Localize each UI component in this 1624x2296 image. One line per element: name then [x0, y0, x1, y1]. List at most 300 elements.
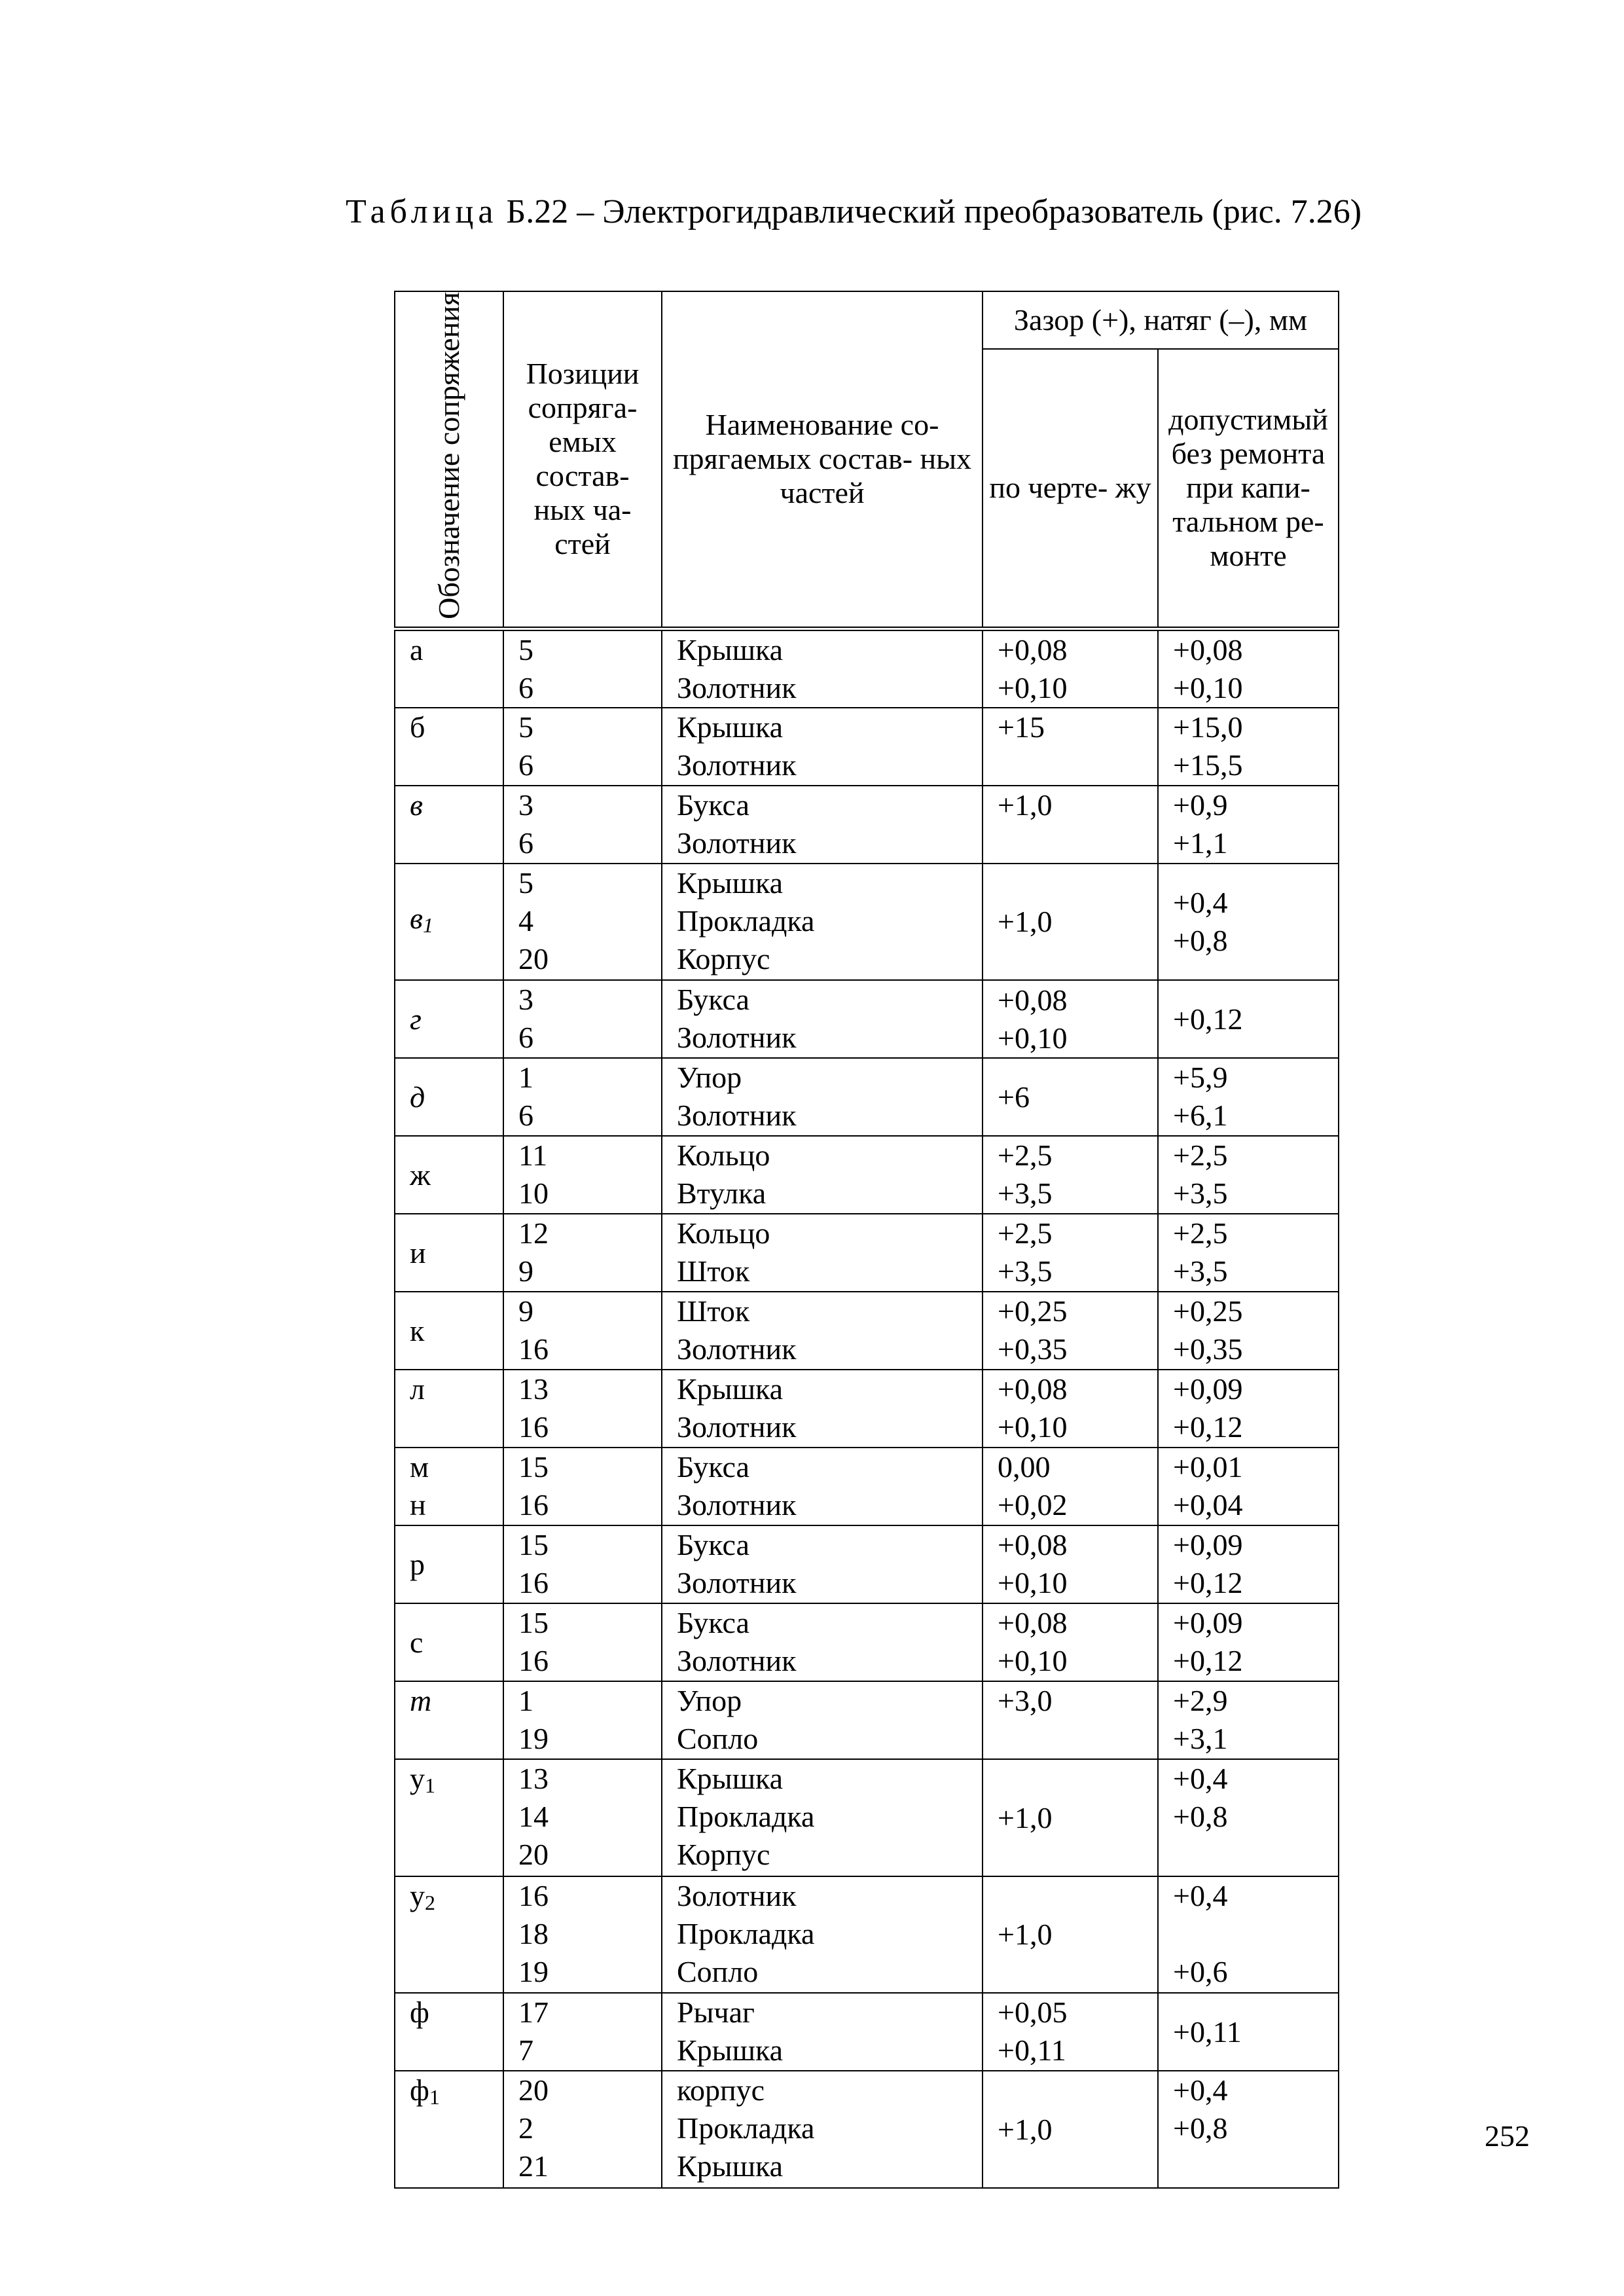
- designation-letter: с: [410, 1625, 424, 1659]
- cell-line: +0,01: [1173, 1450, 1243, 1484]
- cell-designation: [395, 1292, 503, 1370]
- cell-name: [662, 1525, 983, 1603]
- cell-name: [662, 1759, 983, 1876]
- cell-line: +0,04: [1173, 1488, 1243, 1522]
- cell-line: 6: [518, 1099, 533, 1133]
- header-line: емых: [549, 425, 617, 459]
- cell-line: 5: [518, 632, 533, 666]
- cell-designation: [395, 1759, 503, 1876]
- cell-designation: [395, 1370, 503, 1448]
- header-line: Позиции: [526, 357, 640, 391]
- cell-line: 20: [518, 2073, 549, 2107]
- cell-line: 18: [518, 1916, 549, 1950]
- cell-line: Рычаг: [677, 1995, 755, 2030]
- cell-line: +1,0: [998, 788, 1053, 822]
- cell-line: Золотник: [677, 826, 797, 860]
- cell-line: 15: [518, 1528, 549, 1562]
- table-row: [395, 1448, 1339, 1525]
- cell-allowed: [1158, 1370, 1339, 1448]
- table-row: [395, 1603, 1339, 1681]
- cell-line: +0,4: [1173, 2073, 1228, 2107]
- cell-line: 6: [518, 826, 533, 860]
- cell-allowed: [1158, 1448, 1339, 1525]
- designation-index: 1: [425, 1774, 435, 1798]
- cell-position: [503, 1603, 662, 1681]
- table-row: [395, 1681, 1339, 1759]
- cell-line: Прокладка: [677, 1800, 815, 1834]
- cell-line: 5: [518, 866, 533, 900]
- table-row: [395, 1876, 1339, 1994]
- cell-name: [662, 629, 983, 708]
- cell-position: [503, 1993, 662, 2071]
- header-line: состав-: [535, 459, 630, 493]
- cell-by-drawing: [983, 1525, 1158, 1603]
- cell-designation: [395, 1058, 503, 1136]
- header-gap-group: Зазор (+), натяг (–), мм: [983, 291, 1339, 349]
- designation-index: 1: [429, 2085, 440, 2109]
- table-row: [395, 864, 1339, 981]
- caption-label: Таблица: [346, 193, 498, 230]
- cell-line: Кольцо: [677, 1216, 770, 1250]
- cell-line: 13: [518, 1762, 549, 1796]
- cell-name: [662, 1370, 983, 1448]
- cell-line: Крышка: [677, 632, 784, 666]
- header-line: Наименование со-: [705, 408, 939, 442]
- cell-line: +2,5: [998, 1139, 1053, 1173]
- cell-line: Золотник: [677, 1878, 797, 1912]
- header-line: допустимый: [1168, 403, 1328, 437]
- cell-position: [503, 864, 662, 981]
- cell-line: +2,5: [998, 1216, 1053, 1250]
- cell-line: +0,25: [1173, 1294, 1243, 1328]
- cell-line: Крышка: [677, 866, 784, 900]
- cell-line: Крышка: [677, 2149, 784, 2183]
- cell-line: +0,11: [1173, 2014, 1242, 2049]
- header-designation-text: Обозначение сопряжения: [432, 292, 465, 619]
- cell-line: Букса: [677, 1606, 749, 1640]
- designation-letter: н: [410, 1488, 426, 1522]
- cell-position: [503, 786, 662, 864]
- cell-line: Золотник: [677, 1099, 797, 1133]
- cell-allowed: [1158, 2071, 1339, 2188]
- cell-designation: [395, 2071, 503, 2188]
- cell-line: +0,12: [1173, 1002, 1243, 1036]
- cell-name: [662, 1993, 983, 2071]
- cell-allowed: [1158, 980, 1339, 1058]
- cell-line: Букса: [677, 788, 749, 822]
- cell-allowed: [1158, 1876, 1339, 1994]
- cell-name: [662, 708, 983, 786]
- cell-position: [503, 1681, 662, 1759]
- cell-line: +3,5: [1173, 1176, 1228, 1211]
- cell-line: Золотник: [677, 1410, 797, 1444]
- cell-line: +0,8: [1173, 1800, 1228, 1834]
- cell-line: Упор: [677, 1684, 742, 1718]
- cell-line: +15,0: [1173, 710, 1243, 744]
- cell-line: 12: [518, 1216, 549, 1250]
- cell-by-drawing: [983, 1214, 1158, 1292]
- cell-line: Золотник: [677, 1332, 797, 1366]
- designation-letter: у: [410, 1762, 425, 1796]
- cell-allowed: [1158, 1759, 1339, 1876]
- cell-line: +15,5: [1173, 748, 1243, 782]
- cell-line: Прокладка: [677, 903, 815, 938]
- cell-line: 16: [518, 1332, 549, 1366]
- table-row: [395, 786, 1339, 864]
- cell-by-drawing: [983, 1136, 1158, 1214]
- cell-by-drawing: [983, 629, 1158, 708]
- cell-position: [503, 629, 662, 708]
- cell-line: Крышка: [677, 1372, 784, 1406]
- cell-designation: [395, 1993, 503, 2071]
- cell-allowed: [1158, 1603, 1339, 1681]
- header-line: по черте-: [989, 471, 1108, 505]
- cell-line: Золотник: [677, 1566, 797, 1600]
- cell-by-drawing: [983, 1603, 1158, 1681]
- cell-line: +0,10: [1173, 670, 1243, 704]
- designation-letter: д: [410, 1080, 425, 1114]
- cell-by-drawing: [983, 708, 1158, 786]
- cell-line: +1,0: [998, 1918, 1053, 1952]
- cell-name: [662, 980, 983, 1058]
- cell-designation: [395, 708, 503, 786]
- cell-line: Упор: [677, 1061, 742, 1095]
- cell-name: [662, 864, 983, 981]
- cell-line: +1,0: [998, 1800, 1053, 1834]
- cell-by-drawing: [983, 2071, 1158, 2188]
- cell-by-drawing: [983, 980, 1158, 1058]
- cell-name: [662, 1681, 983, 1759]
- cell-line: 15: [518, 1606, 549, 1640]
- cell-line: Букса: [677, 983, 749, 1017]
- cell-line: +0,25: [998, 1294, 1068, 1328]
- cell-by-drawing: [983, 864, 1158, 981]
- designation-letter: м: [410, 1450, 429, 1484]
- header-line: без ремонта: [1171, 437, 1326, 471]
- cell-line: Прокладка: [677, 2111, 815, 2145]
- cell-position: [503, 708, 662, 786]
- cell-line: 19: [518, 1722, 549, 1756]
- cell-line: Прокладка: [677, 1916, 815, 1950]
- cell-line: +2,5: [1173, 1139, 1228, 1173]
- designation-letter: ф: [410, 1995, 429, 2030]
- cell-line: 13: [518, 1372, 549, 1406]
- table-row: [395, 1058, 1339, 1136]
- cell-line: Букса: [677, 1450, 749, 1484]
- designation-letter: б: [410, 710, 425, 744]
- cell-line: +3,5: [1173, 1254, 1228, 1288]
- cell-designation: [395, 1448, 503, 1525]
- cell-line: Золотник: [677, 748, 797, 782]
- cell-line: 16: [518, 1410, 549, 1444]
- designation-letter: т: [410, 1684, 432, 1718]
- cell-line: 7: [518, 2033, 533, 2068]
- cell-line: 14: [518, 1800, 549, 1834]
- cell-line: +0,35: [998, 1332, 1068, 1366]
- cell-name: [662, 786, 983, 864]
- cell-designation: [395, 1681, 503, 1759]
- cell-line: 20: [518, 1838, 549, 1872]
- table-row: [395, 1292, 1339, 1370]
- cell-line: 3: [518, 788, 533, 822]
- cell-position: [503, 1214, 662, 1292]
- cell-name: [662, 1136, 983, 1214]
- cell-position: [503, 980, 662, 1058]
- cell-line: +0,35: [1173, 1332, 1243, 1366]
- table-row: [395, 1136, 1339, 1214]
- cell-allowed: [1158, 708, 1339, 786]
- cell-line: 16: [518, 1488, 549, 1522]
- table-row: [395, 1370, 1339, 1448]
- designation-letter: ж: [410, 1157, 431, 1192]
- cell-line: +0,4: [1173, 886, 1228, 920]
- cell-line: +0,08: [998, 632, 1068, 666]
- cell-line: +0,8: [1173, 2111, 1228, 2145]
- cell-line: Крышка: [677, 1762, 784, 1796]
- cell-line: Золотник: [677, 1021, 797, 1055]
- cell-line: Золотник: [677, 1644, 797, 1678]
- table-row: [395, 708, 1339, 786]
- cell-line: +3,5: [998, 1254, 1053, 1288]
- designation-letter: у: [410, 1878, 425, 1912]
- cell-line: +1,0: [998, 905, 1053, 939]
- cell-line: Крышка: [677, 2033, 784, 2068]
- cell-allowed: [1158, 629, 1339, 708]
- header-line: ных частей: [780, 442, 972, 510]
- designation-letter: г: [410, 1002, 422, 1036]
- cell-line: 9: [518, 1254, 533, 1288]
- cell-designation: [395, 1603, 503, 1681]
- cell-line: +0,12: [1173, 1644, 1243, 1678]
- cell-line: +0,12: [1173, 1410, 1243, 1444]
- cell-name: [662, 1448, 983, 1525]
- cell-name: [662, 1058, 983, 1136]
- cell-line: +0,6: [1173, 1954, 1228, 1988]
- table-row: [395, 980, 1339, 1058]
- cell-position: [503, 1370, 662, 1448]
- cell-line: +0,09: [1173, 1528, 1243, 1562]
- cell-allowed: [1158, 1993, 1339, 2071]
- designation-letter: в: [410, 788, 423, 822]
- cell-by-drawing: [983, 1058, 1158, 1136]
- cell-line: +5,9: [1173, 1061, 1228, 1095]
- cell-line: +0,4: [1173, 1762, 1228, 1796]
- cell-position: [503, 1136, 662, 1214]
- cell-allowed: [1158, 1136, 1339, 1214]
- header-positions: [503, 291, 662, 629]
- cell-line: +0,08: [998, 1528, 1068, 1562]
- cell-by-drawing: [983, 1370, 1158, 1448]
- cell-line: +0,05: [998, 1995, 1068, 2030]
- cell-designation: [395, 786, 503, 864]
- mating-parts-table: [394, 291, 1339, 2189]
- cell-allowed: [1158, 1058, 1339, 1136]
- cell-line: Корпус: [677, 1838, 770, 1872]
- cell-line: Шток: [677, 1294, 750, 1328]
- header-name: [662, 291, 983, 629]
- designation-index: 1: [422, 913, 433, 938]
- cell-line: +0,08: [998, 983, 1068, 1017]
- cell-line: Золотник: [677, 670, 797, 704]
- cell-line: 16: [518, 1878, 549, 1912]
- cell-line: +3,5: [998, 1176, 1053, 1211]
- cell-name: [662, 1603, 983, 1681]
- cell-line: +0,08: [1173, 632, 1243, 666]
- cell-line: +6,1: [1173, 1099, 1228, 1133]
- cell-by-drawing: [983, 1448, 1158, 1525]
- cell-line: +0,09: [1173, 1372, 1243, 1406]
- cell-line: 6: [518, 670, 533, 704]
- cell-line: Золотник: [677, 1488, 797, 1522]
- cell-line: +0,08: [998, 1372, 1068, 1406]
- cell-line: +1,1: [1173, 826, 1228, 860]
- cell-line: +2,9: [1173, 1684, 1228, 1718]
- cell-allowed: [1158, 1214, 1339, 1292]
- designation-letter: л: [410, 1372, 425, 1406]
- cell-line: 5: [518, 710, 533, 744]
- page-number: 252: [1485, 2119, 1530, 2153]
- cell-line: 11: [518, 1139, 548, 1173]
- cell-position: [503, 2071, 662, 2188]
- header-line: сопряга-: [528, 391, 638, 425]
- designation-letter: р: [410, 1547, 425, 1581]
- cell-designation: [395, 864, 503, 981]
- cell-allowed: [1158, 864, 1339, 981]
- cell-line: Сопло: [677, 1954, 759, 1988]
- cell-line: 17: [518, 1995, 549, 2030]
- cell-line: Шток: [677, 1254, 750, 1288]
- cell-line: 3: [518, 983, 533, 1017]
- cell-line: +0,10: [998, 670, 1068, 704]
- cell-line: +0,12: [1173, 1566, 1243, 1600]
- cell-designation: [395, 629, 503, 708]
- cell-line: 9: [518, 1294, 533, 1328]
- cell-allowed: [1158, 786, 1339, 864]
- table-row: [395, 2071, 1339, 2188]
- cell-position: [503, 1292, 662, 1370]
- cell-line: +0,10: [998, 1566, 1068, 1600]
- designation-letter: а: [410, 632, 424, 666]
- designation-index: 2: [425, 1890, 435, 1914]
- cell-designation: [395, 1214, 503, 1292]
- cell-position: [503, 1759, 662, 1876]
- cell-by-drawing: [983, 1681, 1158, 1759]
- cell-line: 1: [518, 1061, 533, 1095]
- cell-line: 20: [518, 941, 549, 975]
- cell-line: корпус: [677, 2073, 765, 2107]
- cell-by-drawing: [983, 1292, 1158, 1370]
- cell-line: +0,08: [998, 1606, 1068, 1640]
- cell-designation: [395, 980, 503, 1058]
- table-row: [395, 1525, 1339, 1603]
- cell-position: [503, 1058, 662, 1136]
- header-line: жу: [1115, 471, 1151, 505]
- cell-line: 16: [518, 1644, 549, 1678]
- caption-text: Б.22 – Электрогидравлический преобразователь (рис. 7.26): [506, 193, 1362, 230]
- cell-line: +0,4: [1173, 1878, 1228, 1912]
- cell-line: +0,10: [998, 1644, 1068, 1678]
- table-row: [395, 1759, 1339, 1876]
- cell-by-drawing: [983, 786, 1158, 864]
- table-row: [395, 629, 1339, 708]
- cell-line: 6: [518, 1021, 533, 1055]
- cell-line: +0,02: [998, 1488, 1068, 1522]
- header-allowed: [1158, 349, 1339, 629]
- cell-line: +0,8: [1173, 924, 1228, 958]
- cell-line: 21: [518, 2149, 549, 2183]
- cell-line: +1,0: [998, 2112, 1053, 2146]
- cell-position: [503, 1448, 662, 1525]
- cell-position: [503, 1876, 662, 1994]
- cell-line: 6: [518, 748, 533, 782]
- cell-line: Букса: [677, 1528, 749, 1562]
- cell-designation: [395, 1876, 503, 1994]
- cell-line: 4: [518, 903, 533, 938]
- cell-line: +0,09: [1173, 1606, 1243, 1640]
- cell-line: Крышка: [677, 710, 784, 744]
- header-by-drawing: [983, 349, 1158, 629]
- cell-line: +15: [998, 710, 1045, 744]
- cell-line: 15: [518, 1450, 549, 1484]
- header-line: стей: [554, 527, 611, 561]
- cell-line: +0,10: [998, 1410, 1068, 1444]
- cell-line: 19: [518, 1954, 549, 1988]
- cell-line: Корпус: [677, 941, 770, 975]
- designation-letter: к: [410, 1313, 425, 1347]
- cell-line: 1: [518, 1684, 533, 1718]
- table-row: [395, 1214, 1339, 1292]
- designation-letter: ф: [410, 2073, 429, 2107]
- cell-line: +3,1: [1173, 1722, 1228, 1756]
- cell-name: [662, 1214, 983, 1292]
- cell-by-drawing: [983, 1993, 1158, 2071]
- cell-name: [662, 1292, 983, 1370]
- header-line: прягаемых состав-: [672, 442, 913, 476]
- cell-line: 0,00: [998, 1450, 1051, 1484]
- cell-line: 10: [518, 1176, 549, 1211]
- table-caption: [346, 192, 1362, 231]
- table-row: [395, 1993, 1339, 2071]
- cell-designation: [395, 1136, 503, 1214]
- cell-position: [503, 1525, 662, 1603]
- table-body: [395, 629, 1339, 2188]
- cell-line: Сопло: [677, 1722, 759, 1756]
- header-line: тальном ре-: [1172, 505, 1324, 539]
- cell-allowed: [1158, 1681, 1339, 1759]
- cell-designation: [395, 1525, 503, 1603]
- cell-line: +2,5: [1173, 1216, 1228, 1250]
- designation-letter: в: [410, 902, 423, 936]
- cell-allowed: [1158, 1525, 1339, 1603]
- cell-name: [662, 2071, 983, 2188]
- header-line: ных ча-: [533, 493, 632, 527]
- cell-line: +0,9: [1173, 788, 1228, 822]
- cell-line: [1173, 1915, 1338, 1953]
- header-designation: [395, 291, 503, 629]
- header-line: монте: [1210, 539, 1287, 573]
- cell-line: +0,11: [998, 2033, 1066, 2068]
- designation-letter: и: [410, 1235, 426, 1269]
- cell-line: Втулка: [677, 1176, 767, 1211]
- cell-line: +0,10: [998, 1021, 1068, 1055]
- cell-line: +3,0: [998, 1684, 1053, 1718]
- cell-line: +6: [998, 1080, 1030, 1114]
- cell-by-drawing: [983, 1876, 1158, 1994]
- header-line: при капи-: [1186, 471, 1310, 505]
- cell-line: 2: [518, 2111, 533, 2145]
- cell-name: [662, 1876, 983, 1994]
- cell-line: 16: [518, 1566, 549, 1600]
